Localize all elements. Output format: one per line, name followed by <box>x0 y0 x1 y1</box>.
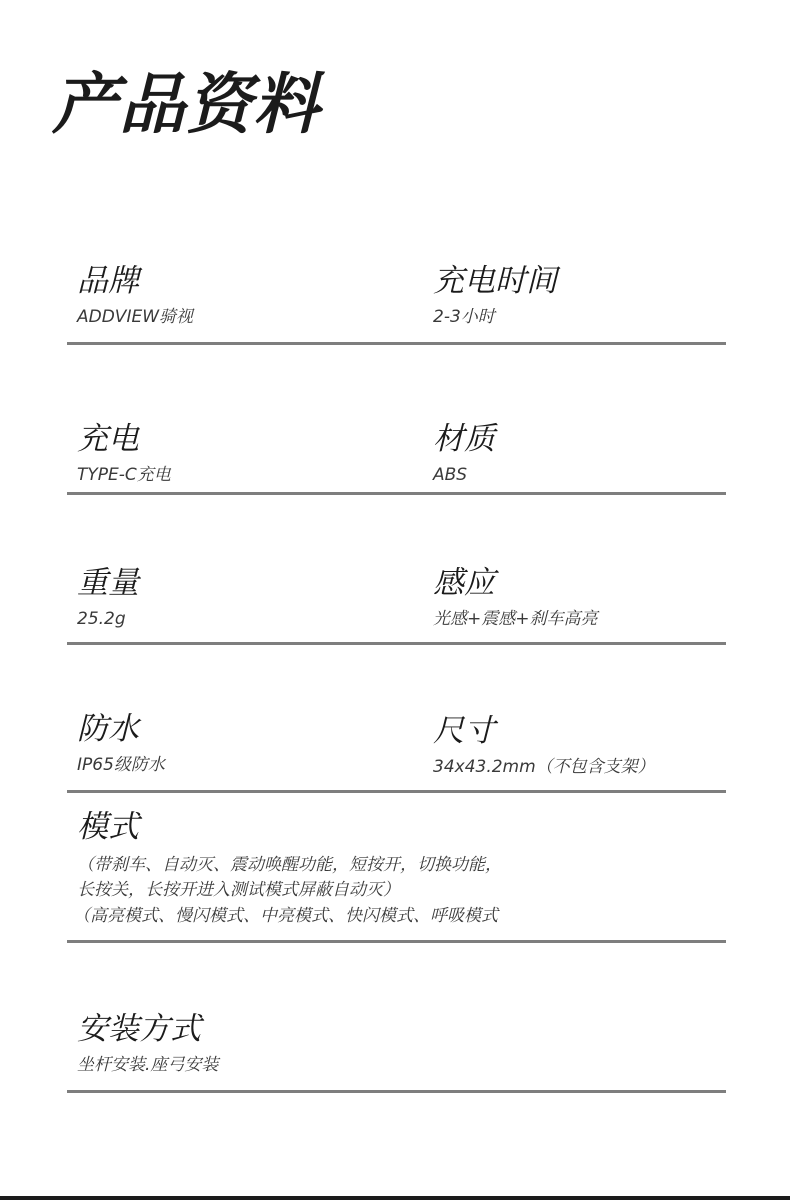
divider <box>67 492 726 495</box>
spec-value: IP65级防水 <box>77 755 165 775</box>
page-title: 产品资料 <box>52 66 320 143</box>
spec-label: 安装方式 <box>77 1011 201 1047</box>
spec-mode <box>73 809 502 927</box>
divider <box>67 342 726 345</box>
spec-brand <box>77 263 194 328</box>
spec-label: 重量 <box>77 565 139 601</box>
divider <box>67 642 726 645</box>
spec-label: 防水 <box>77 711 139 747</box>
spec-value: ABS <box>433 465 468 485</box>
spec-label: 材质 <box>433 421 495 457</box>
mode-line: 长按关，长按开进入测试模式屏蔽自动灭） <box>77 880 400 901</box>
mode-line: （带刹车、自动灭、震动唤醒功能，短按开，切换功能， <box>77 855 502 875</box>
spec-value: 2-3小时 <box>433 307 495 327</box>
spec-label: 充电时间 <box>433 263 557 299</box>
spec-value: 25.2g <box>77 609 126 629</box>
divider <box>67 1090 726 1093</box>
spec-label: 充电 <box>77 421 139 457</box>
spec-value: 光感+震感+刹车高亮 <box>433 609 598 629</box>
spec-value: 34x43.2mm（不包含支架） <box>433 757 655 777</box>
spec-label: 模式 <box>77 809 139 845</box>
spec-value: 坐杆安装.座弓安装 <box>77 1055 219 1075</box>
spec-charging <box>77 421 171 486</box>
spec-waterproof <box>77 711 165 776</box>
spec-size <box>433 713 655 778</box>
spec-label: 感应 <box>433 565 495 601</box>
spec-label: 品牌 <box>77 263 139 299</box>
spec-material <box>433 421 495 486</box>
bottom-rule <box>0 1196 790 1200</box>
spec-sensor <box>433 565 598 630</box>
spec-label: 尺寸 <box>433 713 495 749</box>
divider <box>67 940 726 943</box>
spec-charging-time <box>433 263 557 328</box>
divider <box>67 790 726 793</box>
spec-install <box>77 1011 219 1076</box>
mode-line: （高亮模式、慢闪模式、中亮模式、快闪模式、呼吸模式 <box>73 905 498 926</box>
spec-value: TYPE-C充电 <box>77 465 171 485</box>
spec-weight <box>77 565 139 630</box>
spec-value: ADDVIEW骑视 <box>77 307 194 327</box>
